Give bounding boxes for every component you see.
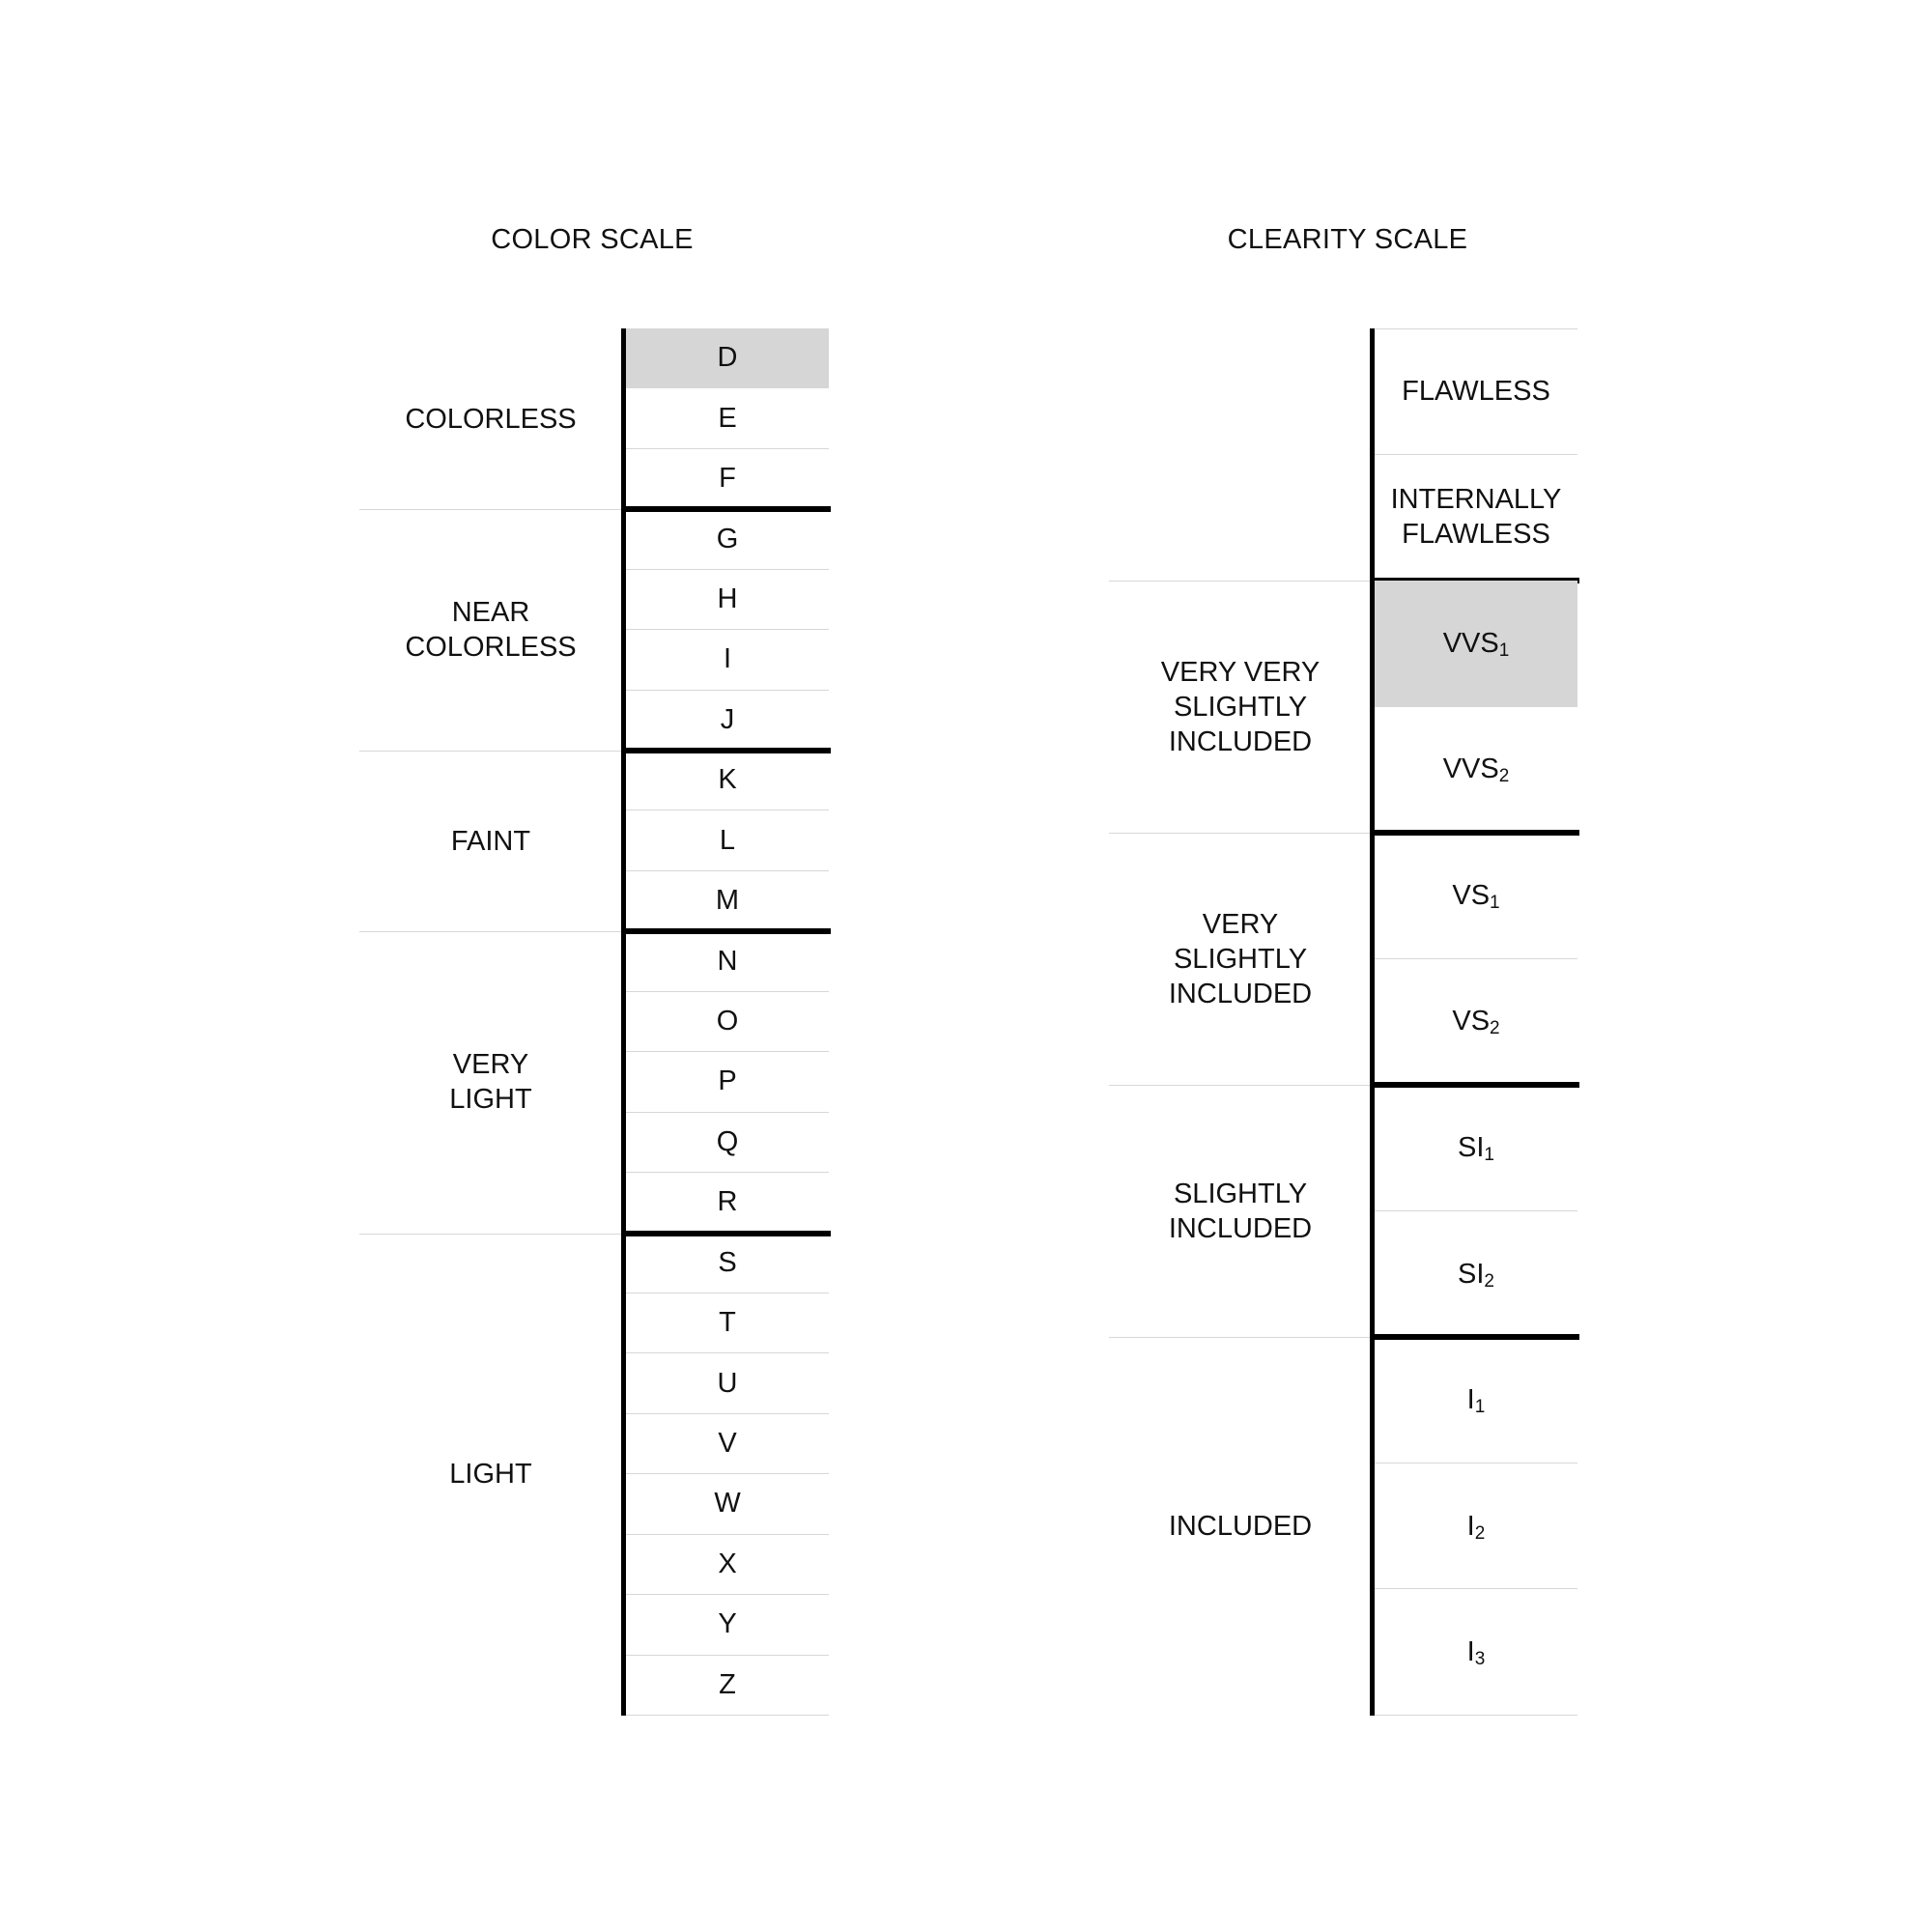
color-grade-d: D bbox=[626, 328, 829, 388]
clarity-grade-text bbox=[1452, 878, 1499, 913]
clarity-grade-subscript: 2 bbox=[1490, 1018, 1500, 1039]
color-grade-n: N bbox=[626, 931, 829, 991]
clarity-group-label-text bbox=[1169, 1509, 1312, 1544]
clarity-grade-label: VS bbox=[1452, 1006, 1491, 1037]
clarity-grade-subscript: 1 bbox=[1490, 892, 1500, 913]
color-grade-q: Q bbox=[626, 1113, 829, 1173]
clarity-group-label-line: SLIGHTLY bbox=[1173, 1178, 1308, 1209]
clarity-group-label bbox=[1109, 833, 1372, 1085]
clarity-grade-text bbox=[1391, 482, 1562, 552]
color-group-label-line: VERY bbox=[452, 1049, 529, 1081]
color-scale-title: COLOR SCALE bbox=[491, 224, 694, 255]
color-grade-e: E bbox=[626, 388, 829, 448]
clarity-grade-text bbox=[1443, 752, 1510, 786]
clarity-grade-text bbox=[1467, 1382, 1486, 1417]
color-group-label-text bbox=[449, 1457, 531, 1492]
clarity-grade-line: FLAWLESS bbox=[1402, 519, 1550, 551]
clarity-grade-text bbox=[1452, 1004, 1499, 1038]
clarity-group-label bbox=[1109, 1085, 1372, 1337]
color-grade-k: K bbox=[626, 751, 829, 810]
clarity-grade-label: VVS bbox=[1442, 753, 1499, 785]
color-grade-u: U bbox=[626, 1353, 829, 1413]
color-grade-y: Y bbox=[626, 1595, 829, 1655]
color-grade-f: F bbox=[626, 449, 829, 509]
color-grade-t: T bbox=[626, 1293, 829, 1353]
color-grade-r: R bbox=[626, 1173, 829, 1233]
color-group-label bbox=[359, 509, 622, 751]
clarity-grade-subscript: 2 bbox=[1484, 1270, 1494, 1292]
color-grade-s: S bbox=[626, 1234, 829, 1293]
clarity-grade-label: FLAWLESS bbox=[1402, 375, 1550, 407]
clarity-group-label bbox=[1109, 581, 1372, 833]
clarity-grade-subscript: 1 bbox=[1498, 639, 1510, 661]
color-grade-x: X bbox=[626, 1535, 829, 1595]
clarity-grade-text bbox=[1402, 374, 1550, 409]
color-group-label-text bbox=[405, 595, 576, 665]
clarity-group-label-line: INCLUDED bbox=[1168, 978, 1313, 1009]
clarity-grade-subscript: 2 bbox=[1474, 1522, 1486, 1544]
clarity-group-label bbox=[1109, 1337, 1372, 1716]
clarity-group-label-text bbox=[1169, 1177, 1312, 1246]
clarity-grade-si1 bbox=[1375, 1085, 1577, 1211]
clarity-grade-vvs1 bbox=[1375, 581, 1577, 707]
color-grade-v: V bbox=[626, 1414, 829, 1474]
clarity-grade-line: INTERNALLY bbox=[1390, 484, 1562, 516]
clarity-grade-vs2 bbox=[1375, 959, 1577, 1086]
clarity-grade-label: I bbox=[1466, 1636, 1475, 1668]
color-group-label-line: LIGHT bbox=[449, 1084, 532, 1116]
clarity-grade-subscript: 3 bbox=[1474, 1649, 1486, 1670]
clarity-group-label-line: VERY VERY bbox=[1160, 656, 1321, 688]
color-group-label bbox=[359, 328, 622, 509]
color-group-label-line: NEAR bbox=[451, 597, 530, 629]
color-group-label-text bbox=[451, 824, 530, 859]
clarity-group-label-text bbox=[1169, 907, 1312, 1011]
clarity-group-label-text bbox=[1161, 655, 1320, 759]
color-grade-g: G bbox=[626, 509, 829, 569]
color-group-label bbox=[359, 931, 622, 1233]
clarity-group-label-line: SLIGHTLY bbox=[1173, 691, 1308, 723]
color-group-label-line: COLORLESS bbox=[405, 632, 577, 664]
clarity-grade-subscript: 2 bbox=[1498, 766, 1510, 787]
clarity-grade-i3 bbox=[1375, 1589, 1577, 1716]
clarity-grade-label: I bbox=[1466, 1510, 1475, 1542]
clarity-scale-title: CLEARITY SCALE bbox=[1227, 224, 1468, 255]
clarity-grade-subscript: 1 bbox=[1474, 1397, 1486, 1418]
color-grade-w: W bbox=[626, 1474, 829, 1534]
clarity-grade-label: VS bbox=[1452, 879, 1491, 911]
clarity-group-label-line: SLIGHTLY bbox=[1173, 943, 1308, 975]
clarity-grade-internally-flawless bbox=[1375, 455, 1577, 582]
clarity-grade-text bbox=[1467, 1634, 1486, 1669]
color-grade-l: L bbox=[626, 810, 829, 870]
color-group-label bbox=[359, 751, 622, 931]
clarity-grade-label: SI bbox=[1458, 1258, 1485, 1290]
color-grade-z: Z bbox=[626, 1656, 829, 1716]
clarity-grade-flawless bbox=[1375, 328, 1577, 455]
clarity-grade-si2 bbox=[1375, 1211, 1577, 1338]
color-group-label-line: COLORLESS bbox=[405, 403, 577, 435]
clarity-grade-label: I bbox=[1466, 1384, 1475, 1416]
color-grade-j: J bbox=[626, 691, 829, 751]
clarity-grade-text bbox=[1458, 1257, 1494, 1292]
clarity-group-label-line: INCLUDED bbox=[1168, 1212, 1313, 1244]
color-group-label bbox=[359, 1234, 622, 1716]
color-group-label-text bbox=[449, 1047, 531, 1117]
color-grade-h: H bbox=[626, 570, 829, 630]
color-grade-m: M bbox=[626, 871, 829, 931]
color-group-label-text bbox=[405, 402, 576, 437]
color-grade-o: O bbox=[626, 992, 829, 1052]
clarity-grade-i1 bbox=[1375, 1337, 1577, 1463]
clarity-grade-text bbox=[1458, 1130, 1494, 1165]
clarity-grade-subscript: 1 bbox=[1484, 1145, 1494, 1166]
clarity-grade-text bbox=[1443, 626, 1510, 661]
clarity-grade-vvs2 bbox=[1375, 707, 1577, 834]
clarity-grade-label: VVS bbox=[1442, 627, 1499, 659]
color-group-label-line: FAINT bbox=[450, 825, 531, 857]
color-group-label-line: LIGHT bbox=[449, 1459, 532, 1491]
color-grade-p: P bbox=[626, 1052, 829, 1112]
color-grade-i: I bbox=[626, 630, 829, 690]
clarity-group-label-line: INCLUDED bbox=[1168, 725, 1313, 757]
clarity-grade-vs1 bbox=[1375, 833, 1577, 959]
clarity-group-label-line: VERY bbox=[1202, 908, 1279, 940]
clarity-grade-i2 bbox=[1375, 1463, 1577, 1590]
clarity-grade-text bbox=[1467, 1509, 1486, 1544]
clarity-group-label-line: INCLUDED bbox=[1168, 1511, 1313, 1543]
clarity-grade-label: SI bbox=[1458, 1132, 1485, 1164]
